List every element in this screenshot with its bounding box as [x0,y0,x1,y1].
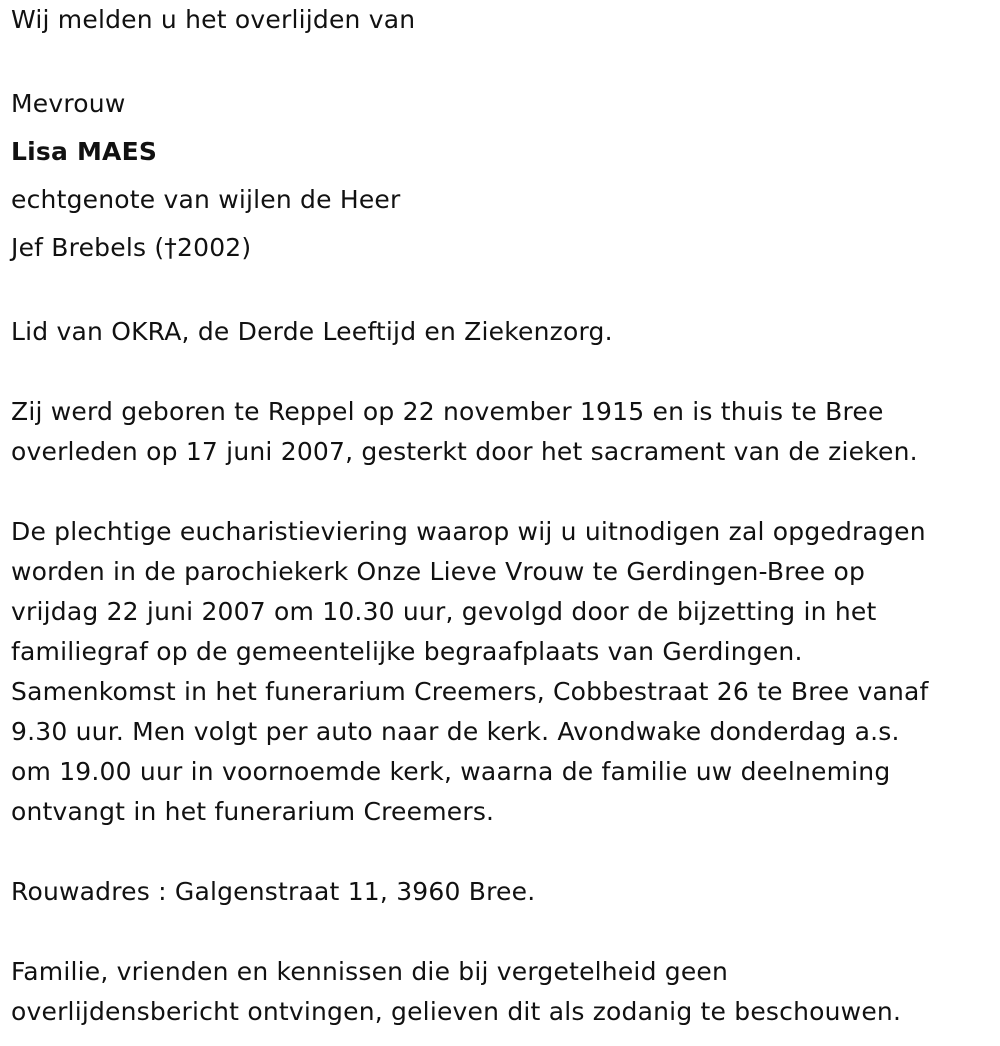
ceremony-paragraph [11,512,986,832]
closing-paragraph [11,952,986,1032]
mourning-address: Rouwadres : Galgenstraat 11, 3960 Bree. [11,877,536,906]
paragraph-line: De plechtige eucharistieviering waarop wij u uitnodigen zal opgedragen [11,517,926,546]
spacer [11,352,986,392]
spouse-text: Jef Brebels (†2002) [11,233,252,262]
deceased-name: Lisa MAES [11,137,158,166]
paragraph-line: Familie, vrienden en kennissen die bij vergetelheid geen [11,957,729,986]
obituary-notice [11,0,986,1032]
spacer [11,472,986,512]
paragraph-line: om 19.00 uur in voornoemde kerk, waarna de familie uw deelneming [11,757,891,786]
paragraph-line: vrijdag 22 juni 2007 om 10.30 uur, gevolgd door de bijzetting in het [11,597,877,626]
spacer [11,912,986,952]
relation-text: echtgenote van wijlen de Heer [11,185,401,214]
intro-text: Wij melden u het overlijden van [11,5,416,34]
spacer [11,832,986,872]
paragraph-line: Samenkomst in het funerarium Creemers, Cobbestraat 26 te Bree vanaf [11,677,929,706]
spacer [11,40,986,80]
paragraph-line: Zij werd geboren te Reppel op 22 november 1915 en is thuis te Bree [11,397,884,426]
paragraph-line: overlijdensbericht ontvingen, gelieven dit als zodanig te beschouwen. [11,997,902,1026]
paragraph-line: 9.30 uur. Men volgt per auto naar de kerk. Avondwake donderdag a.s. [11,717,900,746]
salutation-text: Mevrouw [11,89,126,118]
birth-death-paragraph [11,392,986,472]
paragraph-line: ontvangt in het funerarium Creemers. [11,797,495,826]
paragraph-line: worden in de parochiekerk Onze Lieve Vrouw te Gerdingen-Bree op [11,557,866,586]
spacer [11,272,986,312]
membership-text: Lid van OKRA, de Derde Leeftijd en Ziekenzorg. [11,317,613,346]
paragraph-line: overleden op 17 juni 2007, gesterkt door het sacrament van de zieken. [11,437,918,466]
paragraph-line: familiegraf op de gemeentelijke begraafplaats van Gerdingen. [11,637,803,666]
